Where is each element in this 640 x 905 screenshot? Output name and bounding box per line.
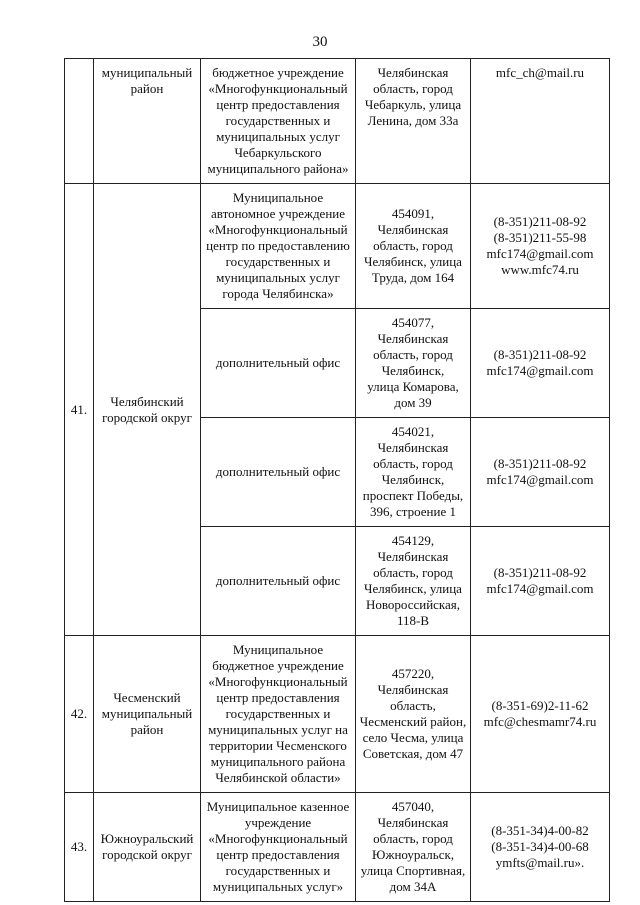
row-number: 41. bbox=[65, 184, 94, 636]
contacts: (8-351-34)4-00-82 (8-351-34)4-00-68 ymfts@mail.ru». bbox=[471, 793, 610, 902]
municipality-name: муниципальный район bbox=[94, 59, 201, 184]
row-number: 43. bbox=[65, 793, 94, 902]
page-number: 30 bbox=[312, 34, 328, 50]
contacts: (8-351)211-08-92 mfc174@gmail.com bbox=[471, 418, 610, 527]
mfc-table bbox=[64, 58, 610, 902]
municipality-name: Челябинский городской округ bbox=[94, 184, 201, 636]
address: Челябинская область, город Чебаркуль, улица Ленина, дом 33а bbox=[356, 59, 471, 184]
institution-name: Муниципальное казенное учреждение «Многофункциональный центр предоставления государственных и муниципальных услуг» bbox=[201, 793, 356, 902]
institution-name: бюджетное учреждение «Многофункциональный центр предоставления государственных и муниципальных услуг Чебаркульского муниципального района» bbox=[201, 59, 356, 184]
table-row bbox=[65, 59, 610, 184]
contacts: mfc_ch@mail.ru bbox=[471, 59, 610, 184]
contacts: (8-351-69)2-11-62 mfc@chesmamr74.ru bbox=[471, 636, 610, 793]
institution-name: Муниципальное бюджетное учреждение «Многофункциональный центр предоставления государственных и муниципальных услуг на территории Чесменского муниципального района Челябинской области» bbox=[201, 636, 356, 793]
institution-name: Муниципальное автономное учреждение «Многофункциональный центр по предоставлению государственных и муниципальных услуг города Челябинска» bbox=[201, 184, 356, 309]
row-number: 42. bbox=[65, 636, 94, 793]
address: 454091, Челябинская область, город Челябинск, улица Труда, дом 164 bbox=[356, 184, 471, 309]
table-row bbox=[65, 636, 610, 793]
address: 457220, Челябинская область, Чесменский район, село Чесма, улица Советская, дом 47 bbox=[356, 636, 471, 793]
contacts: (8-351)211-08-92 mfc174@gmail.com bbox=[471, 309, 610, 418]
address: 454021, Челябинская область, город Челябинск, проспект Победы, 396, строение 1 bbox=[356, 418, 471, 527]
row-number bbox=[65, 59, 94, 184]
table-row bbox=[65, 793, 610, 902]
address: 454077, Челябинская область, город Челябинск, улица Комарова, дом 39 bbox=[356, 309, 471, 418]
contacts: (8-351)211-08-92 mfc174@gmail.com bbox=[471, 527, 610, 636]
municipality-name: Южноуральский городской округ bbox=[94, 793, 201, 902]
institution-name: дополнительный офис bbox=[201, 418, 356, 527]
contacts: (8-351)211-08-92 (8-351)211-55-98 mfc174@gmail.com www.mfc74.ru bbox=[471, 184, 610, 309]
address: 454129, Челябинская область, город Челябинск, улица Новороссийская, 118-В bbox=[356, 527, 471, 636]
institution-name: дополнительный офис bbox=[201, 527, 356, 636]
table-row bbox=[65, 184, 610, 309]
municipality-name: Чесменский муниципальный район bbox=[94, 636, 201, 793]
institution-name: дополнительный офис bbox=[201, 309, 356, 418]
address: 457040, Челябинская область, город Южноуральск, улица Спортивная, дом 34А bbox=[356, 793, 471, 902]
